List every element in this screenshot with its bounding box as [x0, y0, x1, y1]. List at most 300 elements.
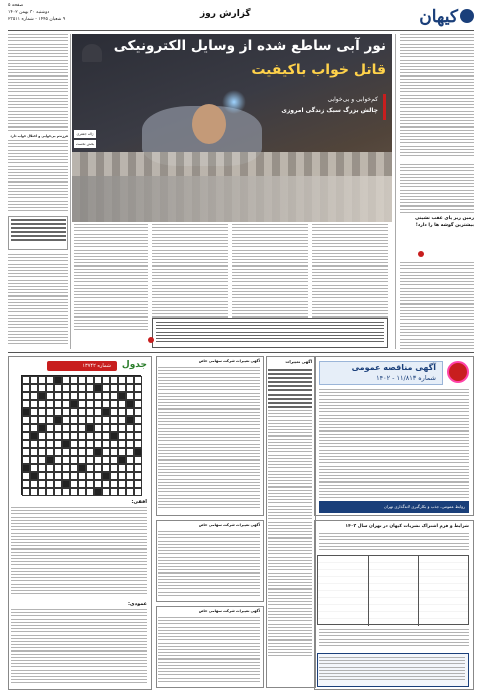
crossword-cell	[126, 408, 134, 416]
left-column-text	[8, 34, 68, 134]
crossword-cell	[110, 432, 118, 440]
crossword-cell	[78, 448, 86, 456]
crossword-cell	[126, 400, 134, 408]
crossword-cell	[38, 384, 46, 392]
crossword-cell	[54, 424, 62, 432]
crossword-cell	[94, 480, 102, 488]
crossword-cell	[118, 480, 126, 488]
crossword-cell	[30, 400, 38, 408]
crossword-grid	[21, 375, 141, 495]
tender-number: شماره ۱۱/۸۱۳ - ۱۴۰۲	[376, 374, 436, 382]
crossword-cell	[94, 416, 102, 424]
crossword-cell	[54, 400, 62, 408]
ads-top-rule	[8, 352, 474, 353]
crossword-cell	[110, 448, 118, 456]
crossword-cell	[102, 432, 110, 440]
crossword-cell	[30, 480, 38, 488]
right-highlight: زمین زیر پای عقب نشینی بیشترین گوشه ها را دارد!	[415, 216, 474, 228]
feature-kicker-2: چالش بزرگ سبک زندگی امروزی	[281, 107, 378, 114]
notice-4-title: آگهی تغییرات شرکت سهامی خاص	[198, 609, 260, 613]
crossword-cell	[22, 424, 30, 432]
pull-quote-box	[8, 216, 68, 250]
right-column-text-3	[400, 262, 474, 352]
crossword-cell	[94, 392, 102, 400]
crossword-cell	[78, 416, 86, 424]
crossword-cell	[94, 448, 102, 456]
crossword-cell	[78, 456, 86, 464]
crossword-cell	[30, 488, 38, 496]
crossword-cell	[62, 384, 70, 392]
crossword-cell	[70, 448, 78, 456]
crossword-cell	[110, 416, 118, 424]
crossword-cell	[118, 472, 126, 480]
crossword-cell	[118, 432, 126, 440]
crossword-cell	[70, 424, 78, 432]
crossword-cell	[134, 424, 142, 432]
crossword-cell	[22, 472, 30, 480]
crossword-cell	[110, 440, 118, 448]
notice-3-body	[158, 531, 260, 599]
crossword-cell	[46, 456, 54, 464]
masthead	[0, 0, 482, 34]
subscription-intro	[319, 533, 469, 553]
crossword-number-badge	[47, 361, 117, 371]
crossword-cell	[62, 464, 70, 472]
notice-1-body	[158, 367, 260, 513]
crossword-cell	[86, 456, 94, 464]
left-column-text-3	[8, 254, 68, 349]
crossword-cell	[102, 424, 110, 432]
crossword-cell	[134, 408, 142, 416]
crossword-cell	[70, 384, 78, 392]
tender-body	[319, 389, 469, 501]
crossword-cell	[86, 416, 94, 424]
crossword-cell	[78, 472, 86, 480]
crossword-cell	[62, 480, 70, 488]
crossword-cell	[102, 456, 110, 464]
crossword-title: جدول	[121, 360, 147, 370]
crossword-cell	[86, 448, 94, 456]
crossword-cell	[110, 464, 118, 472]
crossword-cell	[78, 392, 86, 400]
crossword-cell	[38, 464, 46, 472]
crossword-cell	[110, 456, 118, 464]
crossword-cell	[94, 440, 102, 448]
crossword-cell	[110, 384, 118, 392]
crossword-cell	[46, 464, 54, 472]
subscription-table-col	[418, 556, 419, 626]
subscription-ad	[314, 520, 474, 690]
subscription-table-col	[368, 556, 369, 626]
crossword-cell	[62, 440, 70, 448]
crossword-across-label: افقی:	[131, 499, 147, 505]
crossword-cell	[46, 400, 54, 408]
crossword-cell	[110, 376, 118, 384]
crossword-cell	[70, 480, 78, 488]
notice-2	[266, 356, 316, 688]
crossword-cell	[30, 384, 38, 392]
crossword-cell	[118, 400, 126, 408]
crossword-cell	[78, 432, 86, 440]
crossword-cell	[70, 432, 78, 440]
crossword-cell	[134, 376, 142, 384]
crossword-cell	[70, 488, 78, 496]
crossword-cell	[126, 440, 134, 448]
feature-headline: نور آبی ساطع شده از وسایل الکترونیکی	[113, 38, 386, 54]
crossword-cell	[102, 448, 110, 456]
crossword-cell	[38, 456, 46, 464]
crossword-cell	[22, 408, 30, 416]
pull-quote-lines	[11, 219, 66, 249]
crossword-cell	[22, 480, 30, 488]
crossword-cell	[102, 376, 110, 384]
crossword-cell	[30, 456, 38, 464]
crossword-cell	[46, 424, 54, 432]
logo	[404, 6, 474, 30]
crossword-cell	[102, 416, 110, 424]
crossword-cell	[22, 432, 30, 440]
crossword-cell	[30, 464, 38, 472]
crossword-cell	[54, 448, 62, 456]
crossword-cell	[102, 472, 110, 480]
article-bottom-lines	[156, 322, 384, 346]
crossword-cell	[126, 392, 134, 400]
crossword-cell	[70, 376, 78, 384]
crossword-cell	[62, 424, 70, 432]
crossword-cell	[38, 424, 46, 432]
crossword-cell	[46, 432, 54, 440]
crossword-cell	[46, 472, 54, 480]
crossword-cell	[62, 392, 70, 400]
tender-ad	[314, 356, 474, 516]
crossword-cell	[94, 424, 102, 432]
crossword-cell	[22, 464, 30, 472]
crossword-cell	[70, 400, 78, 408]
crossword-cell	[126, 456, 134, 464]
crossword-cell	[94, 408, 102, 416]
crossword-cell	[118, 392, 126, 400]
crossword-cell	[70, 464, 78, 472]
left-heading-1: فرزندم بی‌خوابی و اختلال خواب دارد	[10, 134, 68, 138]
crossword-cell	[70, 392, 78, 400]
crossword-cell	[54, 488, 62, 496]
crossword-cell	[110, 472, 118, 480]
crossword-cell	[46, 416, 54, 424]
crossword-cell	[78, 424, 86, 432]
subscription-table	[317, 555, 469, 625]
crossword-cell	[38, 416, 46, 424]
crossword-cell	[118, 440, 126, 448]
crossword-cell	[94, 400, 102, 408]
crossword-cell	[38, 392, 46, 400]
crossword-cell	[86, 472, 94, 480]
crossword-cell	[30, 432, 38, 440]
crossword-cell	[54, 440, 62, 448]
crossword-cell	[54, 416, 62, 424]
left-column-text-2	[8, 140, 68, 216]
crossword-cell	[54, 384, 62, 392]
crossword-cell	[54, 432, 62, 440]
crossword-cell	[102, 488, 110, 496]
crossword-cell	[78, 376, 86, 384]
crossword-cell	[22, 400, 30, 408]
crossword-cell	[46, 376, 54, 384]
crossword-cell	[134, 392, 142, 400]
crossword-cell	[46, 448, 54, 456]
kicker-bar	[383, 94, 386, 120]
right-column-text	[400, 34, 474, 160]
crossword-cell	[62, 432, 70, 440]
crossword-cell	[22, 392, 30, 400]
crossword-cell	[118, 488, 126, 496]
crossword-down-label: عمودی:	[127, 601, 147, 607]
crossword-cell	[38, 432, 46, 440]
crossword-cell	[46, 488, 54, 496]
tender-title: آگهی مناقصه عمومی	[351, 363, 436, 372]
crossword-cell	[22, 384, 30, 392]
crossword-cell	[102, 480, 110, 488]
crossword-cell	[78, 384, 86, 392]
crossword-cell	[134, 416, 142, 424]
crossword-cell	[118, 376, 126, 384]
photo-caption-2: بخش نخست	[75, 142, 95, 146]
crossword-cell	[94, 472, 102, 480]
subscription-form-box	[317, 653, 469, 687]
lamp-icon	[82, 44, 102, 62]
crossword-cell	[134, 464, 142, 472]
crossword-cell	[134, 448, 142, 456]
red-arrow-icon	[418, 251, 424, 257]
date-line-1: دوشنبه ۳۰ بهمن ۱۴۰۲	[8, 10, 50, 15]
notice-4	[156, 606, 264, 688]
crossword-cell	[134, 488, 142, 496]
crossword-cell	[38, 472, 46, 480]
masthead-rule	[8, 30, 474, 31]
crossword-cell	[62, 408, 70, 416]
crossword-cell	[54, 464, 62, 472]
crossword-cell	[70, 416, 78, 424]
date-line-2: ۹ شعبان ۱۴۴۵ - شماره ۲۳۵۱۱	[8, 17, 66, 22]
crossword-cell	[70, 472, 78, 480]
crossword-cell	[22, 448, 30, 456]
crossword-cell	[110, 400, 118, 408]
crossword-cell	[62, 376, 70, 384]
crossword-cell	[54, 392, 62, 400]
crossword-cell	[118, 408, 126, 416]
right-column-divider	[395, 34, 396, 349]
crossword-cell	[94, 432, 102, 440]
crossword-cell	[110, 480, 118, 488]
crossword-cell	[86, 408, 94, 416]
crossword-cell	[62, 448, 70, 456]
crossword-cell	[126, 424, 134, 432]
crossword-cell	[110, 408, 118, 416]
crossword-section	[8, 356, 152, 690]
crossword-cell	[62, 472, 70, 480]
crossword-cell	[126, 416, 134, 424]
crossword-cell	[46, 392, 54, 400]
tender-logo-icon	[447, 361, 469, 383]
crossword-cell	[94, 488, 102, 496]
page-label: صفحه ۵	[8, 3, 24, 8]
crossword-cell	[78, 400, 86, 408]
photo-caption-1: ژاله جعفری	[74, 130, 96, 138]
crossword-cell	[78, 408, 86, 416]
article-col-4	[74, 224, 148, 334]
crossword-cell	[30, 408, 38, 416]
logo-text: کیهان	[419, 7, 458, 27]
crossword-cell	[38, 400, 46, 408]
crossword-cell	[86, 440, 94, 448]
crossword-cell	[126, 480, 134, 488]
photo-person-face	[192, 104, 226, 144]
crossword-cell	[22, 376, 30, 384]
crossword-cell	[78, 488, 86, 496]
crossword-cell	[30, 392, 38, 400]
crossword-cell	[126, 464, 134, 472]
tender-footer	[319, 501, 469, 513]
crossword-cell	[30, 376, 38, 384]
crossword-cell	[102, 408, 110, 416]
crossword-cell	[126, 472, 134, 480]
crossword-cell	[94, 464, 102, 472]
photo-bed	[72, 176, 392, 222]
crossword-cell	[94, 376, 102, 384]
crossword-cell	[54, 376, 62, 384]
crossword-cell	[70, 456, 78, 464]
crossword-cell	[78, 464, 86, 472]
crossword-cell	[62, 400, 70, 408]
crossword-cell	[94, 456, 102, 464]
crossword-cell	[118, 384, 126, 392]
crossword-cell	[134, 432, 142, 440]
crossword-cell	[86, 432, 94, 440]
crossword-cell	[46, 440, 54, 448]
logo-emblem-icon	[460, 9, 474, 23]
crossword-cell	[134, 400, 142, 408]
crossword-cell	[62, 416, 70, 424]
crossword-cell	[46, 408, 54, 416]
subscription-form-lines	[319, 657, 465, 685]
crossword-cell	[62, 456, 70, 464]
crossword-cell	[118, 416, 126, 424]
crossword-cell	[110, 392, 118, 400]
crossword-across-clues	[11, 507, 147, 597]
crossword-cell	[38, 480, 46, 488]
crossword-cell	[46, 384, 54, 392]
crossword-down-clues	[11, 609, 147, 687]
crossword-cell	[126, 432, 134, 440]
crossword-cell	[22, 488, 30, 496]
subscription-notes	[319, 629, 469, 651]
crossword-cell	[86, 384, 94, 392]
crossword-cell	[22, 440, 30, 448]
crossword-cell	[38, 440, 46, 448]
crossword-cell	[126, 376, 134, 384]
crossword-cell	[110, 424, 118, 432]
crossword-number: شماره ۱۳۷۴۲	[82, 363, 111, 369]
crossword-cell	[54, 408, 62, 416]
notice-3-title: آگهی تغییرات شرکت سهامی خاص	[198, 523, 260, 527]
notice-2-body	[268, 369, 312, 683]
crossword-cell	[126, 448, 134, 456]
crossword-cell	[102, 392, 110, 400]
tender-footer-text: روابط عمومی، جذب و بکارگیری لانه‌گذاری تهران	[383, 504, 465, 509]
article-bottom-box	[152, 318, 388, 348]
crossword-cell	[38, 448, 46, 456]
feature-subheadline: قاتل خواب باکیفیت	[251, 62, 386, 78]
crossword-cell	[54, 472, 62, 480]
left-column-divider	[70, 34, 71, 349]
crossword-cell	[30, 472, 38, 480]
crossword-cell	[54, 456, 62, 464]
crossword-cell	[94, 384, 102, 392]
crossword-cell	[86, 400, 94, 408]
crossword-cell	[86, 488, 94, 496]
crossword-cell	[86, 464, 94, 472]
crossword-cell	[70, 408, 78, 416]
right-column-text-2	[400, 164, 474, 216]
crossword-cell	[46, 480, 54, 488]
section-title: گزارش روز	[200, 9, 251, 19]
notice-4-body	[158, 617, 260, 685]
crossword-cell	[86, 376, 94, 384]
crossword-cell	[102, 464, 110, 472]
crossword-cell	[134, 440, 142, 448]
notice-2-title: آگهی تغییرات	[285, 359, 312, 364]
crossword-cell	[102, 384, 110, 392]
crossword-cell	[118, 448, 126, 456]
crossword-cell	[22, 456, 30, 464]
notice-1	[156, 356, 264, 516]
notice-3	[156, 520, 264, 602]
crossword-cell	[38, 488, 46, 496]
crossword-cell	[30, 440, 38, 448]
crossword-cell	[86, 480, 94, 488]
crossword-cell	[118, 424, 126, 432]
crossword-cell	[78, 480, 86, 488]
crossword-cell	[110, 488, 118, 496]
crossword-cell	[54, 480, 62, 488]
crossword-cell	[62, 488, 70, 496]
crossword-cell	[126, 384, 134, 392]
crossword-cell	[38, 408, 46, 416]
tender-header	[319, 361, 443, 385]
crossword-cell	[134, 456, 142, 464]
feature-kicker-1: کم‌خوابی و بی‌خوابی	[327, 96, 378, 103]
crossword-cell	[86, 392, 94, 400]
crossword-cell	[118, 456, 126, 464]
crossword-cell	[78, 440, 86, 448]
crossword-cell	[134, 384, 142, 392]
crossword-cell	[38, 376, 46, 384]
crossword-cell	[102, 440, 110, 448]
crossword-cell	[22, 416, 30, 424]
crossword-cell	[86, 424, 94, 432]
crossword-cell	[134, 472, 142, 480]
crossword-cell	[126, 488, 134, 496]
crossword-cell	[102, 400, 110, 408]
red-dot-icon	[148, 337, 154, 343]
crossword-cell	[30, 416, 38, 424]
notice-1-title: آگهی تغییرات شرکت سهامی خاص	[198, 359, 260, 363]
crossword-cell	[134, 480, 142, 488]
crossword-cell	[70, 440, 78, 448]
crossword-cell	[30, 448, 38, 456]
photo-phone-glow	[222, 90, 246, 114]
subscription-title: شرایط و فرم اشتراک نشریات کیهان در تهران سال ۱۴۰۲	[345, 524, 469, 529]
crossword-cell	[118, 464, 126, 472]
